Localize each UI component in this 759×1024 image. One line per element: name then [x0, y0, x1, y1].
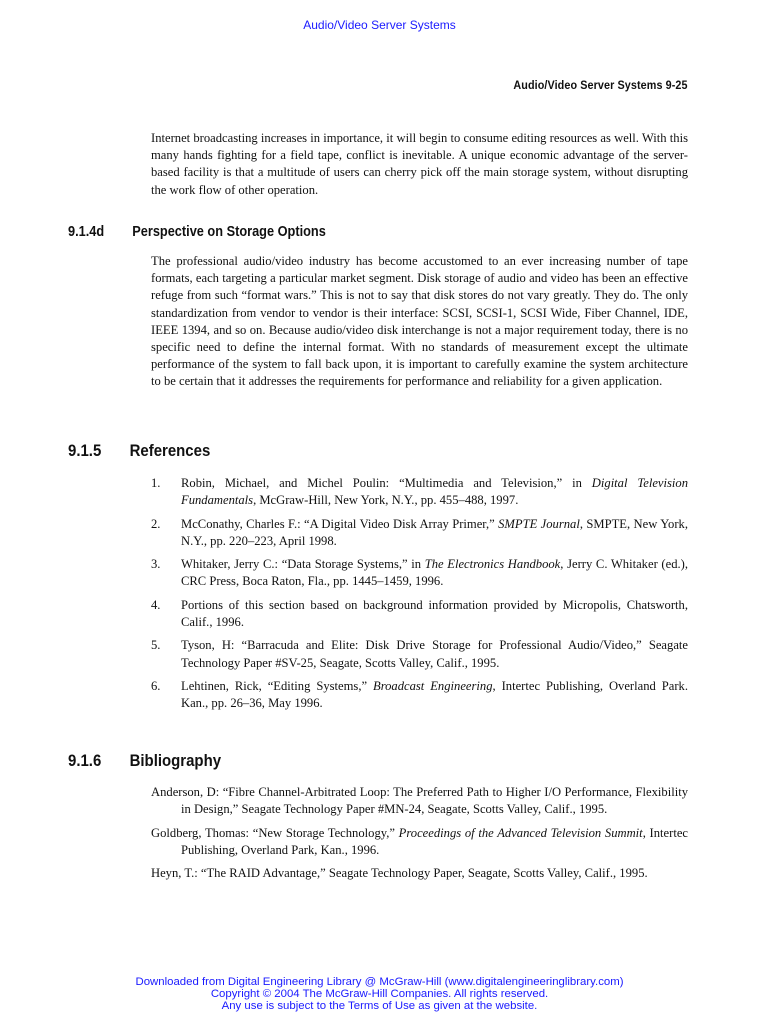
intro-paragraph: Internet broadcasting increases in importance, it will begin to consume editing resources as well. With this many hands fighting for a field tape, conflict is inevitable. A unique economic advantage of the server-based facility is that a multitude of users can cherry pick off the main storage system, without disrupting the work flow of other operation.: [151, 131, 688, 197]
section-title: Bibliography: [129, 751, 222, 770]
reference-text-tail: , McGraw-Hill, New York, N.Y., pp. 455–488, 1997.: [253, 493, 519, 508]
footer-terms: Any use is subject to the Terms of Use as given at the website.: [221, 999, 538, 1012]
section-number: 9.1.6: [68, 751, 102, 770]
reference-item: [151, 556, 688, 590]
references-list: [151, 475, 688, 719]
reference-italic: The Electronics Handbook: [424, 557, 561, 572]
reference-number: 5.: [151, 638, 161, 653]
reference-text: Whitaker, Jerry C.: “Data Storage Systems,” in: [181, 557, 425, 572]
footer-copyright: Copyright © 2004 The McGraw-Hill Companies. All rights reserved.: [210, 987, 549, 1000]
reference-item: [151, 597, 688, 631]
section-title: Perspective on Storage Options: [132, 224, 326, 240]
reference-number: 3.: [151, 557, 161, 572]
section-title: References: [129, 441, 211, 460]
top-banner: Audio/Video Server Systems: [303, 18, 456, 32]
footer-download-link[interactable]: Downloaded from Digital Engineering Library @ McGraw-Hill (www.digitalengineeringlibrary.com): [135, 976, 624, 988]
bibliography-list: [151, 784, 688, 889]
reference-text: Portions of this section based on background information provided by Micropolis, Chatsworth, Calif., 1996.: [181, 597, 688, 629]
bibliography-text: Heyn, T.: “The RAID Advantage,” Seagate Technology Paper, Seagate, Scotts Valley, Calif., 1995.: [151, 866, 648, 881]
reference-text-tail: , SMPTE, New York, N.Y., pp. 220–223, April 1998.: [181, 516, 688, 548]
storage-paragraph: The professional audio/video industry has become accustomed to an ever increasing number of tape formats, each targeting a particular market segment. Disk storage of audio and video has been an effective refuge from such “format wars.” This is not to say that disk stores do not vary greatly. They do. The only standardization from vendor to vendor is their interface: SCSI, SCSI-1, SCSI Wide, Fiber Channel, IDE, IEEE 1394, and so on. Because audio/video disk interchange is not a major requirement today, there is no specific need to define the internal format. With no standards of measurement except the ultimate performance of the system to fall back upon, it is important to carefully examine the system architecture to be certain that it addresses the requirements for performance and reliability for a given application.: [151, 254, 688, 389]
bibliography-item: [151, 784, 688, 818]
reference-text: McConathy, Charles F.: “A Digital Video Disk Array Primer,”: [181, 516, 499, 531]
reference-text: Robin, Michael, and Michel Poulin: “Multimedia and Television,” in: [181, 476, 592, 490]
bibliography-text: Goldberg, Thomas: “New Storage Technology,”: [151, 825, 399, 840]
bibliography-text-tail: , Intertec Publishing, Overland Park, Kan., 1996.: [181, 825, 688, 857]
reference-item: [151, 678, 688, 712]
running-head: Audio/Video Server Systems 9-25: [513, 78, 688, 92]
section-heading-storage: [68, 224, 326, 240]
reference-number: 4.: [151, 597, 161, 612]
bibliography-item: [151, 865, 688, 882]
reference-number: 6.: [151, 678, 161, 693]
reference-number: 1.: [151, 476, 161, 490]
section-number: 9.1.5: [68, 441, 102, 460]
reference-item: [151, 516, 688, 550]
reference-italic: Broadcast Engineering: [373, 678, 493, 693]
reference-item: [151, 637, 688, 671]
reference-italic: SMPTE Journal: [498, 516, 580, 531]
reference-text-tail: , Jerry C. Whitaker (ed.), CRC Press, Boca Raton, Fla., pp. 1445–1459, 1996.: [181, 557, 688, 589]
bibliography-italic: Proceedings of the Advanced Television Summit: [398, 825, 643, 840]
section-heading-bibliography: [68, 751, 221, 771]
reference-item: [151, 475, 688, 509]
reference-italic: Digital Television Fundamentals: [181, 476, 688, 508]
section-number: 9.1.4d: [68, 224, 105, 240]
bibliography-item: [151, 825, 688, 859]
reference-text: Lehtinen, Rick, “Editing Systems,”: [181, 678, 373, 693]
section-heading-references: [68, 441, 210, 461]
bibliography-text: Anderson, D: “Fibre Channel-Arbitrated Loop: The Preferred Path to Higher I/O Performance, Flexibility in Design,” Seagate Technology Paper #MN-24, Seagate, Scotts Valley, Calif., 1995.: [151, 785, 688, 817]
reference-number: 2.: [151, 516, 161, 531]
footer-notice: [0, 977, 759, 1012]
reference-text-tail: , Intertec Publishing, Overland Park. Kan., pp. 26–36, May 1996.: [181, 678, 688, 711]
reference-text: Tyson, H: “Barracuda and Elite: Disk Drive Storage for Professional Audio/Video,” Seagate Technology Paper #SV-25, Seagate, Scotts Valley, Calif., 1995.: [181, 638, 688, 670]
